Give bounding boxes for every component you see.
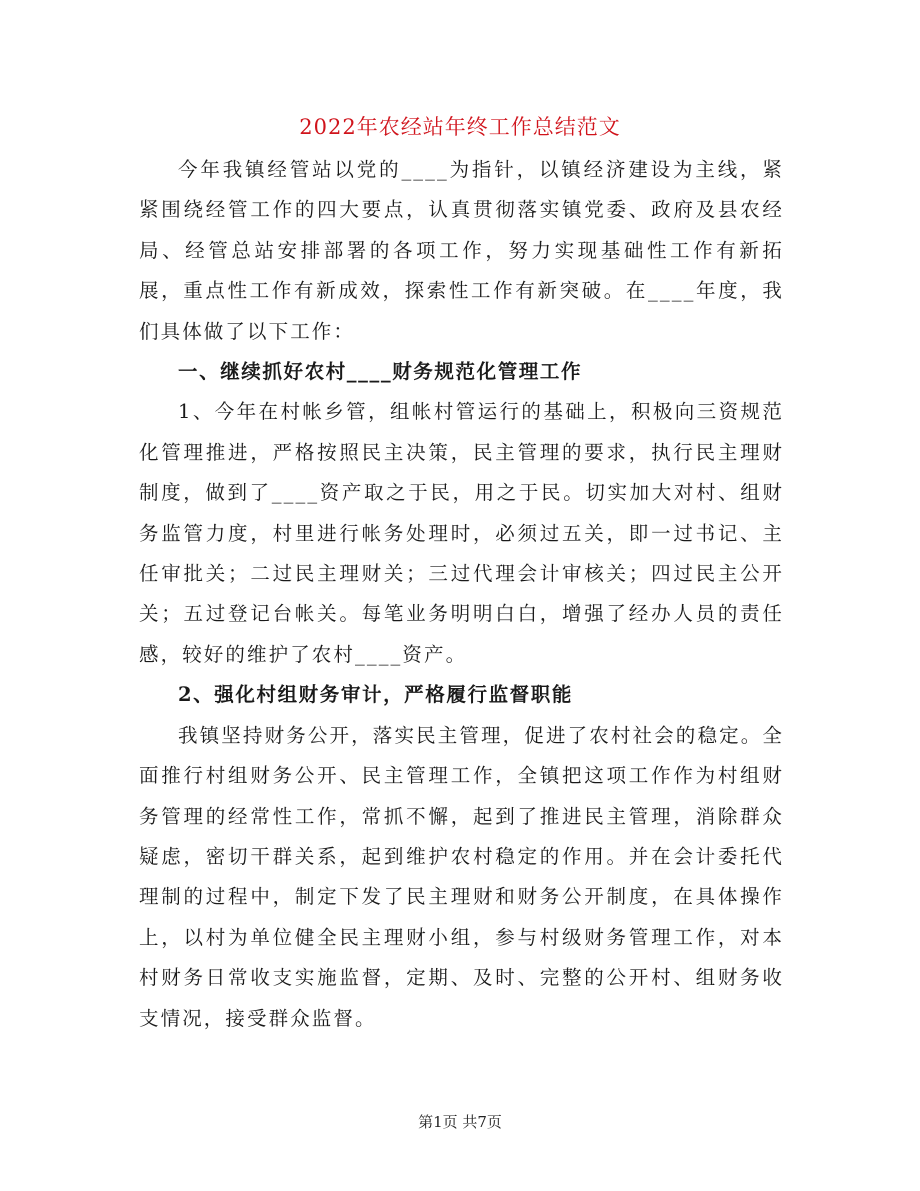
page-number-footer: 第1页 共7页 (418, 1113, 502, 1131)
section-heading-1: 一、继续抓好农村____财务规范化管理工作 (178, 360, 583, 384)
section-1-paragraph: 1、今年在村帐乡管，组帐村管运行的基础上，积极向三资规范化管理推进，严格按照民主决策，民主管理的要求，执行民主理财制度，做到了____资产取之于民，用之于民。切实加大对村、组财务监管力度，村里进行帐务处理时，必须过五关，即一过书记、主任审批关；二过民主理财关；三过代理会计审核关；四过民主公开关；五过登记台帐关。每笔业务明明白白，增强了经办人员的责任感，较好的维护了农村____资产。 (139, 400, 784, 666)
section-heading-2: 2、强化村组财务审计，严格履行监督职能 (178, 683, 573, 707)
document-title: 2022年农经站年终工作总结范文 (299, 115, 621, 139)
intro-paragraph: 今年我镇经管站以党的____为指针，以镇经济建设为主线，紧紧围绕经管工作的四大要点，认真贯彻落实镇党委、政府及县农经局、经管总站安排部署的各项工作，努力实现基础性工作有新拓展，重点性工作有新成效，探索性工作有新突破。在____年度，我们具体做了以下工作： (139, 158, 784, 343)
document-body (139, 150, 784, 1039)
section-2-paragraph: 我镇坚持财务公开，落实民主管理，促进了农村社会的稳定。全面推行村组财务公开、民主管理工作，全镇把这项工作作为村组财务管理的经常性工作，常抓不懈，起到了推进民主管理，消除群众疑虑，密切干群关系，起到维护农村稳定的作用。并在会计委托代理制的过程中，制定下发了民主理财和财务公开制度，在具体操作上，以村为单位健全民主理财小组，参与村级财务管理工作，对本村财务日常收支实施监督，定期、及时、完整的公开村、组财务收支情况，接受群众监督。 (139, 723, 784, 1030)
